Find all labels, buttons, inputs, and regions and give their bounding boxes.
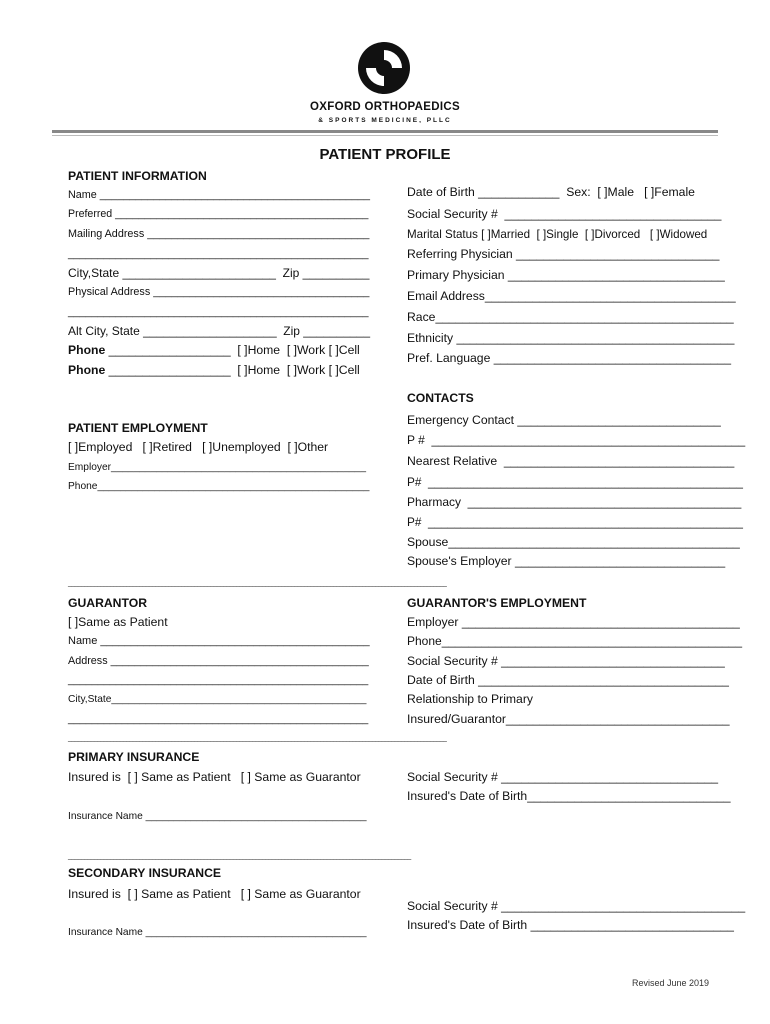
guarantor-address-field[interactable]: Address ___________________________________________: [68, 655, 369, 667]
patient-employment-heading: PATIENT EMPLOYMENT: [68, 421, 208, 435]
phone-label-1: Phone: [68, 343, 106, 357]
pharmacy-field[interactable]: Pharmacy _________________________________________: [407, 495, 742, 509]
page-title: PATIENT PROFILE: [319, 146, 451, 163]
ethnicity-field[interactable]: Ethnicity _________________________________________: [407, 331, 735, 345]
nearest-relative-field[interactable]: Nearest Relative __________________________________: [407, 454, 735, 468]
primary-insured-dob-field[interactable]: Insured's Date of Birth______________________________: [407, 789, 731, 803]
revision-note: Revised June 2019: [632, 978, 710, 988]
relationship-label: Relationship to Primary: [407, 692, 533, 706]
ssn-field[interactable]: Social Security # ________________________________: [407, 207, 722, 221]
oxford-logo-icon: [355, 38, 413, 98]
primary-ssn-field[interactable]: Social Security # ________________________________: [407, 770, 719, 784]
guarantor-name-field[interactable]: Name ____________________________________________: [68, 635, 370, 647]
secondary-insured-dob-field[interactable]: Insured's Date of Birth ______________________________: [407, 918, 734, 932]
physical-address-line2[interactable]: ___________________________________________________: [68, 306, 369, 318]
primary-insured-is-options[interactable]: Insured is [ ] Same as Patient [ ] Same as Guarantor: [68, 770, 361, 784]
primary-insurance-heading: PRIMARY INSURANCE: [68, 750, 200, 764]
guarantor-employer-field[interactable]: Employer _________________________________________: [407, 615, 740, 629]
spouse-employer-field[interactable]: Spouse's Employer _______________________________: [407, 554, 726, 568]
guarantor-ssn-field[interactable]: Social Security # _________________________________: [407, 654, 725, 668]
guarantor-dob-field[interactable]: Date of Birth _____________________________________: [407, 673, 729, 687]
secondary-insured-is-options[interactable]: Insured is [ ] Same as Patient [ ] Same as Guarantor: [68, 887, 361, 901]
emergency-phone-field[interactable]: P # _______________________________________________: [407, 433, 746, 447]
name-field[interactable]: Name _____________________________________________: [68, 189, 371, 201]
primary-insurance-name-field[interactable]: Insurance Name _______________________________________: [68, 811, 367, 822]
preferred-language-field[interactable]: Pref. Language ___________________________________: [407, 351, 731, 365]
preferred-field[interactable]: Preferred ___________________________________________: [68, 208, 369, 220]
relative-phone-field[interactable]: P# ________________________________________________: [407, 475, 743, 489]
guarantor-city-state-field[interactable]: City,State_____________________________________________: [68, 694, 367, 705]
dob-sex-field[interactable]: Date of Birth ____________ Sex: [ ]Male [ ]Female: [407, 185, 695, 199]
brand-subtitle: & SPORTS MEDICINE, PLLC: [318, 117, 452, 124]
header-rule: [52, 130, 718, 133]
secondary-ssn-field[interactable]: Social Security # ____________________________________: [407, 899, 746, 913]
guarantor-extra-line[interactable]: __________________________________________________: [68, 713, 369, 725]
city-state-zip-field[interactable]: City,State _______________________ Zip __________: [68, 266, 370, 280]
guarantor-employment-heading: GUARANTOR'S EMPLOYMENT: [407, 596, 587, 610]
guarantor-heading: GUARANTOR: [68, 596, 147, 610]
physical-address-field[interactable]: Physical Address ____________________________________: [68, 286, 370, 298]
insured-guarantor-field[interactable]: Insured/Guarantor_________________________________: [407, 712, 730, 726]
employment-status-options[interactable]: [ ]Employed [ ]Retired [ ]Unemployed [ ]Other: [68, 440, 329, 454]
alt-city-state-zip-field[interactable]: Alt City, State ____________________ Zip __________: [68, 324, 371, 338]
secondary-insurance-heading: SECONDARY INSURANCE: [68, 866, 222, 880]
guarantor-phone-field[interactable]: Phone_____________________________________________: [407, 634, 743, 648]
guarantor-address-line2[interactable]: __________________________________________________: [68, 674, 369, 686]
employer-phone-field[interactable]: Phone________________________________________________: [68, 481, 370, 492]
mailing-address-line2[interactable]: ___________________________________________________: [68, 248, 369, 260]
brand-name: OXFORD ORTHOPAEDICS: [310, 101, 460, 113]
pharmacy-phone-field[interactable]: P# ________________________________________________: [407, 515, 743, 529]
header-rule-thin: [52, 135, 718, 136]
employer-field[interactable]: Employer_____________________________________________: [68, 462, 366, 473]
section-divider-2: _____________________________________________________________________________________________________________________: [68, 735, 447, 742]
phone-field-1[interactable]: [68, 343, 360, 358]
referring-physician-field[interactable]: Referring Physician ______________________________: [407, 247, 720, 261]
emergency-contact-field[interactable]: Emergency Contact ______________________________: [407, 413, 721, 427]
spouse-field[interactable]: Spouse___________________________________________: [407, 535, 740, 549]
email-field[interactable]: Email Address_____________________________________: [407, 289, 736, 303]
phone-options-2[interactable]: __________________ [ ]Home [ ]Work [ ]Cell: [105, 363, 360, 377]
mailing-address-field[interactable]: Mailing Address _____________________________________: [68, 228, 370, 240]
race-field[interactable]: Race____________________________________________: [407, 310, 734, 324]
contacts-heading: CONTACTS: [407, 391, 474, 405]
phone-field-2[interactable]: [68, 363, 360, 378]
secondary-insurance-name-field[interactable]: Insurance Name _______________________________________: [68, 927, 367, 938]
phone-label-2: Phone: [68, 363, 106, 377]
phone-options-1[interactable]: __________________ [ ]Home [ ]Work [ ]Cell: [105, 343, 360, 357]
guarantor-same-as-patient-checkbox[interactable]: [ ]Same as Patient: [68, 615, 168, 629]
patient-information-heading: PATIENT INFORMATION: [68, 169, 207, 183]
marital-status-options[interactable]: Marital Status [ ]Married [ ]Single [ ]Divorced [ ]Widowed: [407, 228, 708, 241]
primary-physician-field[interactable]: Primary Physician ________________________________: [407, 268, 725, 282]
section-divider-1: _____________________________________________________________________________________________________________________: [68, 580, 447, 587]
section-divider-3: __________________________________________________________________________________________________________: [68, 853, 411, 860]
